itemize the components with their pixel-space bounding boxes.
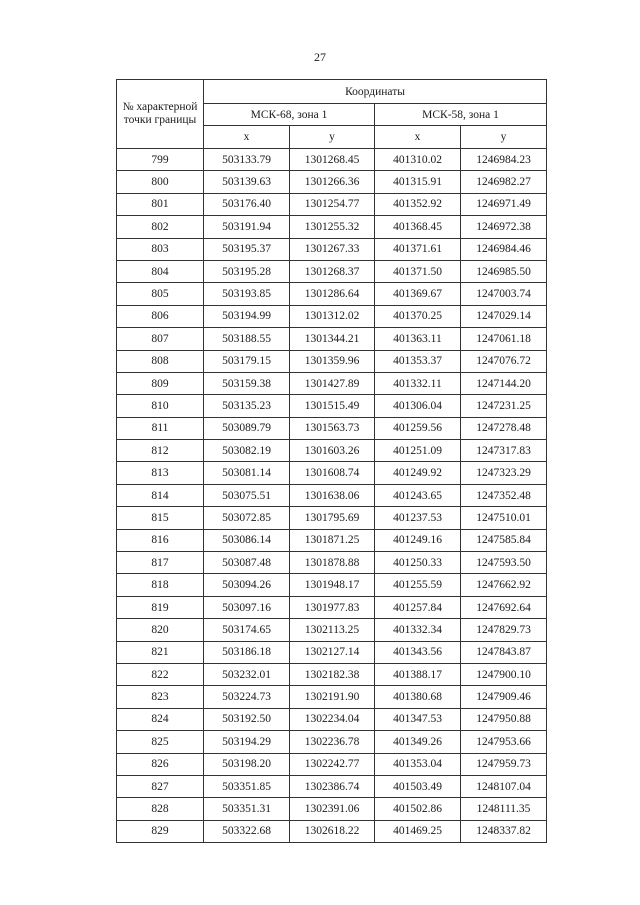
table-row xyxy=(117,462,547,484)
msk58-x-cell: 401332.11 xyxy=(375,372,461,394)
msk58-y-cell: 1247352.48 xyxy=(461,484,547,506)
msk58-x-cell: 401306.04 xyxy=(375,395,461,417)
msk58-x-cell: 401343.56 xyxy=(375,641,461,663)
table-row xyxy=(117,619,547,641)
msk68-x-cell: 503139.63 xyxy=(204,171,290,193)
table-row xyxy=(117,820,547,842)
table-row xyxy=(117,731,547,753)
point-number-cell: 813 xyxy=(117,462,204,484)
msk58-y-cell: 1246985.50 xyxy=(461,260,547,282)
msk58-header: МСК-58, зона 1 xyxy=(375,104,547,126)
msk68-x-cell: 503133.79 xyxy=(204,149,290,171)
point-number-header: № характерной точки границы xyxy=(117,80,204,149)
msk68-y-cell: 1301563.73 xyxy=(290,417,375,439)
msk58-x-cell: 401349.26 xyxy=(375,731,461,753)
msk68-x-cell: 503086.14 xyxy=(204,529,290,551)
msk68-y-cell: 1301359.96 xyxy=(290,350,375,372)
point-number-cell: 822 xyxy=(117,663,204,685)
msk68-x-cell: 503192.50 xyxy=(204,708,290,730)
table-row xyxy=(117,372,547,394)
msk68-y-cell: 1301266.36 xyxy=(290,171,375,193)
msk58-y-cell: 1247278.48 xyxy=(461,417,547,439)
msk68-y-cell: 1301977.83 xyxy=(290,596,375,618)
msk58-x-cell: 401259.56 xyxy=(375,417,461,439)
msk58-y-cell: 1248107.04 xyxy=(461,775,547,797)
msk68-x-cell: 503188.55 xyxy=(204,328,290,350)
msk68-y-cell: 1301878.88 xyxy=(290,552,375,574)
table-row xyxy=(117,708,547,730)
msk58-x-cell: 401310.02 xyxy=(375,149,461,171)
point-number-cell: 829 xyxy=(117,820,204,842)
msk58-x-header: x xyxy=(375,126,461,149)
point-number-cell: 815 xyxy=(117,507,204,529)
msk58-x-cell: 401380.68 xyxy=(375,686,461,708)
msk68-y-cell: 1301638.06 xyxy=(290,484,375,506)
table-row xyxy=(117,149,547,171)
msk58-y-cell: 1247144.20 xyxy=(461,372,547,394)
msk68-y-cell: 1301312.02 xyxy=(290,305,375,327)
table-row xyxy=(117,596,547,618)
msk68-x-cell: 503081.14 xyxy=(204,462,290,484)
msk68-x-cell: 503194.29 xyxy=(204,731,290,753)
table-row xyxy=(117,507,547,529)
msk68-x-cell: 503094.26 xyxy=(204,574,290,596)
msk68-x-cell: 503159.38 xyxy=(204,372,290,394)
table-row xyxy=(117,529,547,551)
point-number-cell: 810 xyxy=(117,395,204,417)
table-row xyxy=(117,798,547,820)
msk68-x-cell: 503186.18 xyxy=(204,641,290,663)
msk68-y-cell: 1302234.04 xyxy=(290,708,375,730)
msk58-x-cell: 401251.09 xyxy=(375,440,461,462)
point-number-cell: 799 xyxy=(117,149,204,171)
msk58-y-cell: 1247843.87 xyxy=(461,641,547,663)
point-number-cell: 808 xyxy=(117,350,204,372)
table-row xyxy=(117,328,547,350)
msk68-x-cell: 503322.68 xyxy=(204,820,290,842)
point-number-cell: 818 xyxy=(117,574,204,596)
msk68-x-cell: 503195.37 xyxy=(204,238,290,260)
table-row xyxy=(117,350,547,372)
msk68-y-cell: 1301268.45 xyxy=(290,149,375,171)
point-number-cell: 809 xyxy=(117,372,204,394)
point-number-cell: 821 xyxy=(117,641,204,663)
msk68-x-cell: 503075.51 xyxy=(204,484,290,506)
point-number-cell: 800 xyxy=(117,171,204,193)
msk58-y-cell: 1247900.10 xyxy=(461,663,547,685)
msk58-x-cell: 401353.04 xyxy=(375,753,461,775)
msk58-x-cell: 401315.91 xyxy=(375,171,461,193)
msk68-y-cell: 1301267.33 xyxy=(290,238,375,260)
msk58-x-cell: 401257.84 xyxy=(375,596,461,618)
table-body xyxy=(117,149,547,843)
msk58-x-cell: 401249.16 xyxy=(375,529,461,551)
msk58-y-cell: 1246982.27 xyxy=(461,171,547,193)
msk68-y-cell: 1302113.25 xyxy=(290,619,375,641)
table-row xyxy=(117,686,547,708)
msk58-y-cell: 1247959.73 xyxy=(461,753,547,775)
msk68-x-cell: 503195.28 xyxy=(204,260,290,282)
msk58-x-cell: 401255.59 xyxy=(375,574,461,596)
msk58-x-cell: 401371.50 xyxy=(375,260,461,282)
page-number: 27 xyxy=(314,50,326,64)
msk58-y-cell: 1247510.01 xyxy=(461,507,547,529)
msk68-y-cell: 1301254.77 xyxy=(290,193,375,215)
msk68-y-cell: 1301286.64 xyxy=(290,283,375,305)
msk68-x-cell: 503351.85 xyxy=(204,775,290,797)
msk58-y-cell: 1247585.84 xyxy=(461,529,547,551)
point-number-cell: 802 xyxy=(117,216,204,238)
msk58-y-cell: 1248111.35 xyxy=(461,798,547,820)
msk58-y-cell: 1247076.72 xyxy=(461,350,547,372)
table-row xyxy=(117,417,547,439)
point-number-cell: 812 xyxy=(117,440,204,462)
table-row xyxy=(117,574,547,596)
msk58-x-cell: 401388.17 xyxy=(375,663,461,685)
msk68-y-cell: 1301603.26 xyxy=(290,440,375,462)
msk68-y-cell: 1301344.21 xyxy=(290,328,375,350)
msk68-x-cell: 503082.19 xyxy=(204,440,290,462)
point-number-cell: 828 xyxy=(117,798,204,820)
msk68-x-cell: 503176.40 xyxy=(204,193,290,215)
msk68-y-header: y xyxy=(290,126,375,149)
msk68-y-cell: 1301515.49 xyxy=(290,395,375,417)
table-row xyxy=(117,753,547,775)
msk58-y-cell: 1247662.92 xyxy=(461,574,547,596)
msk68-x-cell: 503198.20 xyxy=(204,753,290,775)
msk58-x-cell: 401332.34 xyxy=(375,619,461,641)
msk58-x-cell: 401363.11 xyxy=(375,328,461,350)
point-number-cell: 805 xyxy=(117,283,204,305)
msk68-y-cell: 1302191.90 xyxy=(290,686,375,708)
msk68-y-cell: 1302182.38 xyxy=(290,663,375,685)
table-row xyxy=(117,305,547,327)
msk68-y-cell: 1302127.14 xyxy=(290,641,375,663)
point-number-cell: 811 xyxy=(117,417,204,439)
table-row xyxy=(117,775,547,797)
msk58-y-cell: 1247003.74 xyxy=(461,283,547,305)
msk58-y-header: y xyxy=(461,126,547,149)
msk58-y-cell: 1246984.23 xyxy=(461,149,547,171)
msk58-y-cell: 1247692.64 xyxy=(461,596,547,618)
msk58-y-cell: 1247323.29 xyxy=(461,462,547,484)
msk68-y-cell: 1301948.17 xyxy=(290,574,375,596)
msk58-x-cell: 401370.25 xyxy=(375,305,461,327)
msk58-y-cell: 1246972.38 xyxy=(461,216,547,238)
point-number-cell: 817 xyxy=(117,552,204,574)
point-number-cell: 807 xyxy=(117,328,204,350)
msk58-x-cell: 401469.25 xyxy=(375,820,461,842)
msk68-x-cell: 503089.79 xyxy=(204,417,290,439)
msk58-x-cell: 401249.92 xyxy=(375,462,461,484)
msk58-x-cell: 401347.53 xyxy=(375,708,461,730)
msk58-y-cell: 1247317.83 xyxy=(461,440,547,462)
msk68-y-cell: 1302391.06 xyxy=(290,798,375,820)
point-number-cell: 804 xyxy=(117,260,204,282)
point-number-cell: 806 xyxy=(117,305,204,327)
point-number-cell: 827 xyxy=(117,775,204,797)
msk68-y-cell: 1301427.89 xyxy=(290,372,375,394)
table-row xyxy=(117,395,547,417)
msk68-x-cell: 503097.16 xyxy=(204,596,290,618)
table-row xyxy=(117,193,547,215)
msk58-x-cell: 401250.33 xyxy=(375,552,461,574)
msk68-y-cell: 1301268.37 xyxy=(290,260,375,282)
point-number-cell: 824 xyxy=(117,708,204,730)
msk68-x-cell: 503135.23 xyxy=(204,395,290,417)
point-number-cell: 820 xyxy=(117,619,204,641)
point-number-cell: 823 xyxy=(117,686,204,708)
msk58-x-cell: 401502.86 xyxy=(375,798,461,820)
msk58-y-cell: 1248337.82 xyxy=(461,820,547,842)
point-number-cell: 803 xyxy=(117,238,204,260)
msk68-x-cell: 503191.94 xyxy=(204,216,290,238)
msk68-y-cell: 1302618.22 xyxy=(290,820,375,842)
msk68-y-cell: 1302242.77 xyxy=(290,753,375,775)
table-row xyxy=(117,260,547,282)
msk68-header: МСК-68, зона 1 xyxy=(204,104,375,126)
msk68-x-cell: 503087.48 xyxy=(204,552,290,574)
table-row xyxy=(117,440,547,462)
msk68-x-cell: 503224.73 xyxy=(204,686,290,708)
msk58-y-cell: 1247829.73 xyxy=(461,619,547,641)
point-number-cell: 826 xyxy=(117,753,204,775)
msk58-x-cell: 401369.67 xyxy=(375,283,461,305)
msk58-x-cell: 401368.45 xyxy=(375,216,461,238)
msk58-x-cell: 401243.65 xyxy=(375,484,461,506)
table-row xyxy=(117,171,547,193)
msk68-x-cell: 503179.15 xyxy=(204,350,290,372)
msk58-y-cell: 1247593.50 xyxy=(461,552,547,574)
table-row xyxy=(117,283,547,305)
msk68-y-cell: 1302386.74 xyxy=(290,775,375,797)
msk68-x-cell: 503193.85 xyxy=(204,283,290,305)
coordinates-table xyxy=(116,79,547,843)
msk68-y-cell: 1301255.32 xyxy=(290,216,375,238)
table-row xyxy=(117,663,547,685)
msk68-x-header: x xyxy=(204,126,290,149)
msk58-x-cell: 401352.92 xyxy=(375,193,461,215)
msk58-x-cell: 401371.61 xyxy=(375,238,461,260)
msk58-y-cell: 1247953.66 xyxy=(461,731,547,753)
msk68-y-cell: 1301795.69 xyxy=(290,507,375,529)
msk68-x-cell: 503232.01 xyxy=(204,663,290,685)
msk58-y-cell: 1246984.46 xyxy=(461,238,547,260)
msk68-y-cell: 1302236.78 xyxy=(290,731,375,753)
msk68-x-cell: 503351.31 xyxy=(204,798,290,820)
msk58-y-cell: 1246971.49 xyxy=(461,193,547,215)
msk68-x-cell: 503072.85 xyxy=(204,507,290,529)
msk58-x-cell: 401503.49 xyxy=(375,775,461,797)
point-number-cell: 814 xyxy=(117,484,204,506)
point-number-cell: 816 xyxy=(117,529,204,551)
msk58-y-cell: 1247029.14 xyxy=(461,305,547,327)
table-row xyxy=(117,552,547,574)
table-row xyxy=(117,641,547,663)
point-number-cell: 801 xyxy=(117,193,204,215)
point-number-cell: 819 xyxy=(117,596,204,618)
msk68-x-cell: 503194.99 xyxy=(204,305,290,327)
msk58-y-cell: 1247231.25 xyxy=(461,395,547,417)
table-row xyxy=(117,216,547,238)
msk58-y-cell: 1247950.88 xyxy=(461,708,547,730)
point-number-cell: 825 xyxy=(117,731,204,753)
msk58-x-cell: 401353.37 xyxy=(375,350,461,372)
msk58-y-cell: 1247909.46 xyxy=(461,686,547,708)
msk68-y-cell: 1301608.74 xyxy=(290,462,375,484)
msk68-y-cell: 1301871.25 xyxy=(290,529,375,551)
msk58-x-cell: 401237.53 xyxy=(375,507,461,529)
msk68-x-cell: 503174.65 xyxy=(204,619,290,641)
msk58-y-cell: 1247061.18 xyxy=(461,328,547,350)
coordinates-header: Координаты xyxy=(204,80,547,104)
table-row xyxy=(117,238,547,260)
table-row xyxy=(117,484,547,506)
